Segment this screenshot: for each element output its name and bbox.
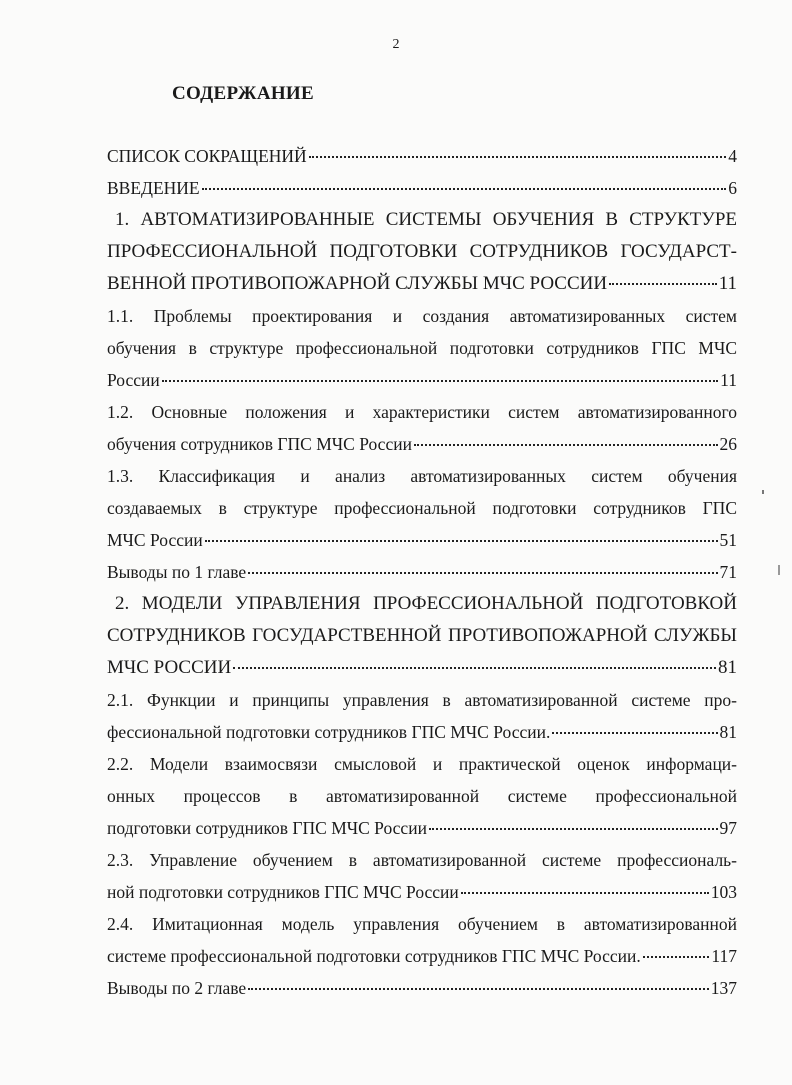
page-number: 2 <box>392 37 400 52</box>
toc-entry-introduction[interactable] <box>107 172 737 204</box>
toc-page-number: 103 <box>710 882 737 902</box>
toc-page-number: 6 <box>728 178 737 198</box>
toc-page-number: 11 <box>718 273 737 294</box>
toc-entry-line: ПРОФЕССИОНАЛЬНОЙ ПОДГОТОВКИ СОТРУДНИКОВ ГОСУДАРСТ- <box>107 241 737 262</box>
toc-entry-line: 2.2. Модели взаимосвязи смысловой и практической оценок информаци- <box>107 754 737 774</box>
toc-entry-line: 2. МОДЕЛИ УПРАВЛЕНИЯ ПРОФЕССИОНАЛЬНОЙ ПОДГОТОВКОЙ <box>115 593 737 614</box>
toc-page-number: 11 <box>720 370 737 390</box>
toc-page-number: 51 <box>719 530 737 550</box>
toc-entry-abbreviations[interactable] <box>107 140 737 172</box>
toc-entry-line: создаваемых в структуре профессиональной подготовки сотрудников ГПС <box>107 498 737 518</box>
toc-entry-label: СПИСОК СОКРАЩЕНИЙ <box>107 146 307 166</box>
dot-leader <box>429 828 718 830</box>
dot-leader <box>248 572 717 574</box>
toc-entry-section-1-1[interactable] <box>107 300 737 396</box>
toc-entry-label: Выводы по 1 главе <box>107 562 247 582</box>
toc-entry-line: обучения в структуре профессиональной подготовки сотрудников ГПС МЧС <box>107 338 737 358</box>
toc-entry-line: подготовки сотрудников ГПС МЧС России <box>107 818 427 838</box>
toc-entry-section-2-2[interactable] <box>107 748 737 844</box>
dot-leader <box>202 188 727 190</box>
toc-entry-label: Выводы по 2 главе <box>107 978 247 998</box>
toc-page-number: 117 <box>711 946 737 966</box>
dot-leader <box>233 667 716 669</box>
toc-page-number: 71 <box>719 562 737 582</box>
toc-entry-line: России <box>107 370 160 390</box>
toc-entry-section-2-3[interactable] <box>107 844 737 908</box>
dot-leader <box>309 156 727 158</box>
toc-page-number: 81 <box>718 657 737 678</box>
toc-entry-line: онных процессов в автоматизированной системе профессиональной <box>107 786 737 806</box>
toc-entry-section-2-4[interactable] <box>107 908 737 972</box>
toc-entry-line: СОТРУДНИКОВ ГОСУДАРСТВЕННОЙ ПРОТИВОПОЖАРНОЙ СЛУЖБЫ <box>107 625 737 646</box>
dot-leader <box>248 988 709 990</box>
toc-entry-section-2-1[interactable] <box>107 684 737 748</box>
toc-page-number: 4 <box>728 146 737 166</box>
toc-entry-chapter-1[interactable] <box>107 204 737 300</box>
toc-page-number: 137 <box>710 978 737 998</box>
scan-artifact <box>778 565 780 575</box>
toc-entry-line: МЧС России <box>107 530 203 550</box>
toc-entry-chapter-2[interactable] <box>107 588 737 684</box>
toc-page-number: 26 <box>719 434 737 454</box>
toc-page-number: 97 <box>719 818 737 838</box>
toc-entry-line: ной подготовки сотрудников ГПС МЧС России <box>107 882 459 902</box>
toc-entry-line: обучения сотрудников ГПС МЧС России <box>107 434 412 454</box>
toc-entry-line: фессиональной подготовки сотрудников ГПС МЧС России. <box>107 722 551 742</box>
dot-leader <box>552 732 717 734</box>
dot-leader <box>414 444 718 446</box>
toc-entry-label: ВВЕДЕНИЕ <box>107 178 200 198</box>
toc-entry-line: 1. АВТОМАТИЗИРОВАННЫЕ СИСТЕМЫ ОБУЧЕНИЯ В СТРУКТУРЕ <box>115 209 737 230</box>
toc-entry-line: 2.4. Имитационная модель управления обучением в автоматизированной <box>107 914 737 934</box>
toc-entry-section-1-3[interactable] <box>107 460 737 556</box>
toc-entry-line: 1.1. Проблемы проектирования и создания автоматизированных систем <box>107 306 737 326</box>
toc-entry-conclusions-2[interactable] <box>107 972 737 1004</box>
dot-leader <box>205 540 718 542</box>
dot-leader <box>643 956 710 958</box>
toc-entry-section-1-2[interactable] <box>107 396 737 460</box>
table-of-contents <box>107 140 737 1004</box>
dot-leader <box>461 892 709 894</box>
toc-entry-line: МЧС РОССИИ <box>107 657 232 678</box>
toc-entry-line: 2.1. Функции и принципы управления в автоматизированной системе про- <box>107 690 737 710</box>
toc-entry-line: ВЕННОЙ ПРОТИВОПОЖАРНОЙ СЛУЖБЫ МЧС РОССИИ <box>107 273 608 294</box>
toc-entry-line: системе профессиональной подготовки сотрудников ГПС МЧС России. <box>107 946 641 966</box>
toc-title: СОДЕРЖАНИЕ <box>172 83 314 104</box>
dot-leader <box>162 380 718 382</box>
scan-artifact <box>762 490 764 494</box>
toc-entry-conclusions-1[interactable] <box>107 556 737 588</box>
toc-entry-line: 1.2. Основные положения и характеристики систем автоматизированного <box>107 402 737 422</box>
toc-entry-line: 2.3. Управление обучением в автоматизированной системе профессиональ- <box>107 850 737 870</box>
dot-leader <box>609 283 717 285</box>
toc-entry-line: 1.3. Классификация и анализ автоматизированных систем обучения <box>107 466 737 486</box>
toc-page-number: 81 <box>719 722 737 742</box>
